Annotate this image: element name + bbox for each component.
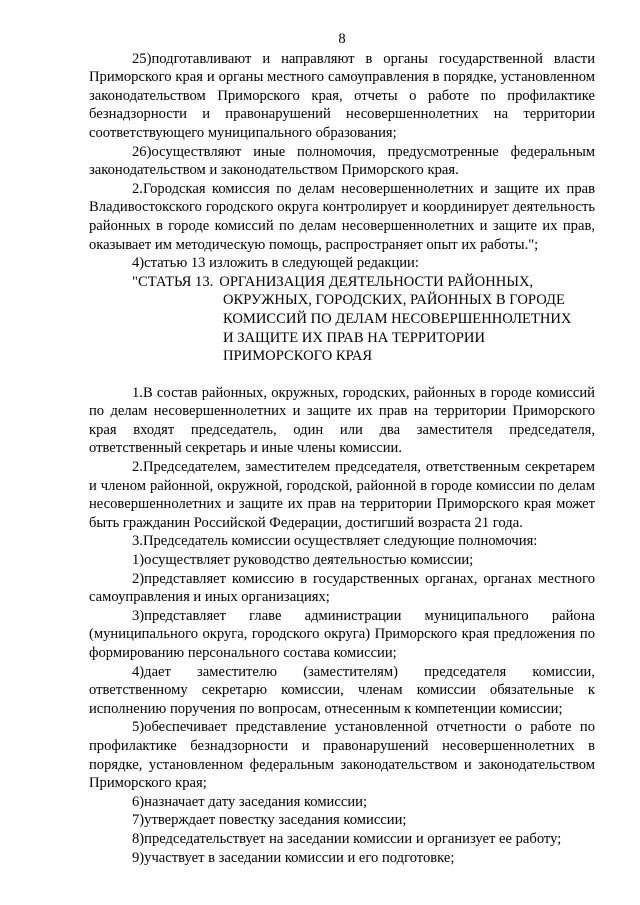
article-title bbox=[89, 273, 595, 292]
paragraph-item-26: 26)осуществляют иные полномочия, предусмотренные федеральным законодательством и законодательством Приморского края. bbox=[89, 143, 595, 179]
paragraph-part-1: 1.В состав районных, окружных, городских, районных в городе комиссий по делам несовершеннолетних и защите их прав на территории Приморского края входят председатель, один или два заместителя председателя, ответственный секретарь и иные члены комиссии. bbox=[89, 384, 595, 457]
article-title-line: И ЗАЩИТЕ ИХ ПРАВ НА ТЕРРИТОРИИ bbox=[223, 329, 485, 346]
article-title-line: ОКРУЖНЫХ, ГОРОДСКИХ, РАЙОННЫХ В ГОРОДЕ bbox=[223, 292, 565, 309]
paragraph-part-3: 3.Председатель комиссии осуществляет следующие полномочия: bbox=[132, 533, 538, 550]
page-number: 8 bbox=[338, 31, 346, 47]
article-title-text bbox=[213, 273, 583, 292]
section-spacer bbox=[89, 366, 595, 384]
paragraph-amendment-intro: 4)статью 13 изложить в следующей редакции: bbox=[132, 255, 419, 272]
list-item: 9)участвует в заседании комиссии и его подготовке; bbox=[132, 849, 455, 866]
list-item: 3)представляет главе администрации муниципального района (муниципального округа, городского округа) Приморского края предложения по формированию персонального состава комиссии; bbox=[89, 607, 595, 661]
list-item: 5)обеспечивает представление установленной отчетности о работе по профилактике безнадзорности и правонарушений несовершеннолетних в порядке, установленном федеральным законодательством и законодательством Приморского края; bbox=[89, 719, 595, 792]
list-item: 8)председательствует на заседании комиссии и организует ее работу; bbox=[132, 830, 562, 847]
article-title-line: КОМИССИЙ ПО ДЕЛАМ НЕСОВЕРШЕННОЛЕТНИХ bbox=[223, 310, 572, 327]
list-item: 4)дает заместителю (заместителям) председателя комиссии, ответственному секретарю комиссии, членам комиссии обязательные к исполнению поручения по вопросам, отнесенным к компетенции комиссии; bbox=[89, 663, 595, 717]
list-item: 6)назначает дату заседания комиссии; bbox=[132, 793, 367, 810]
paragraph-part-2-chairman: 2.Председателем, заместителем председателя, ответственным секретарем и членом районной, окружной, городской, районной в городе комиссии по делам несовершеннолетних и защите их прав на территории Приморского края может быть гражданин Российской Федерации, достигший возраста 21 года. bbox=[89, 459, 595, 531]
paragraph-part-2: 2.Городская комиссия по делам несовершеннолетних и защите их прав Владивостокского городского округа контролирует и координирует деятельность районных в городе комиссий по делам несовершеннолетних и защите их прав, оказывает им методическую помощь, распространяет опыт их работы."; bbox=[89, 180, 595, 253]
paragraph-item-25: 25)подготавливают и направляют в органы государственной власти Приморского края и органы местного самоуправления в порядке, установленном законодательством Приморского края, отчеты о работе по профилактике безнадзорности и правонарушений несовершеннолетних на территории соответствующего муниципального образования; bbox=[89, 50, 595, 141]
article-title-prefix: "СТАТЬЯ 13. bbox=[132, 273, 214, 290]
article-title-line: ОРГАНИЗАЦИЯ ДЕЯТЕЛЬНОСТИ РАЙОННЫХ, bbox=[219, 273, 534, 290]
document-page bbox=[89, 30, 595, 867]
article-title-continuation bbox=[89, 291, 595, 365]
article-title-line: ПРИМОРСКОГО КРАЯ bbox=[223, 348, 373, 365]
list-item: 7)утверждает повестку заседания комиссии; bbox=[132, 812, 407, 829]
list-item: 2)представляет комиссию в государственных органах, органах местного самоуправления и иных организациях; bbox=[89, 570, 595, 606]
list-item: 1)осуществляет руководство деятельностью комиссии; bbox=[132, 552, 474, 569]
